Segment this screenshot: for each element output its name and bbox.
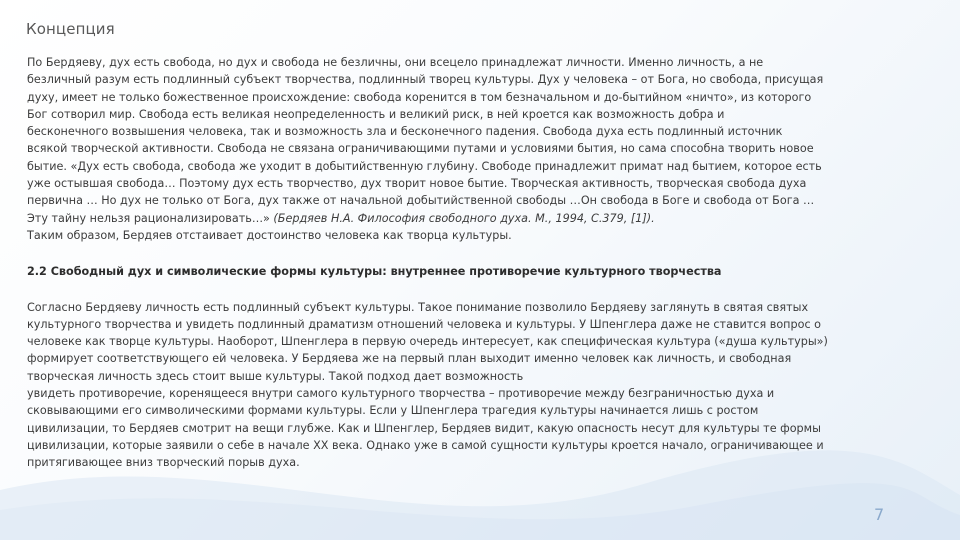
text-line: цивилизации, то Бердяев смотрит на вещи глубже. Как и Шпенглер, Бердяев видит, какую опасность несут для культуры те формы	[27, 421, 821, 435]
text-line: По Бердяеву, дух есть свобода, но дух и свобода не безличны, они всецело принадлежат личности. Именно личность, а не	[27, 56, 764, 69]
text-line: всякой творческой активности. Свобода не связана ограничивающими путами и условиями бытия, но сама способна творить новое	[27, 142, 814, 156]
conclusion-line: Таким образом, Бердяев отстаивает достоинство человека как творца культуры.	[27, 228, 512, 242]
citation: (Бердяев Н.А. Философия свободного духа. М., 1994, С.379, [1]).	[273, 211, 655, 225]
paragraph-berdyaev-freedom	[27, 54, 907, 244]
text-line: безличный разум есть подлинный субъект творчества, подлинный творец культуры. Дух у человека – от Бога, но свобода, присущая	[27, 73, 824, 87]
slide-body	[27, 54, 907, 472]
text-line: притягивающее вниз творческий порыв духа.	[27, 456, 300, 470]
slide-title: Концепция	[26, 20, 115, 38]
page-number: 7	[874, 505, 885, 524]
text-line: творческая личность здесь стоит выше культуры. Такой подход дает возможность	[27, 369, 524, 383]
quote-end-text: Эту тайну нельзя рационализировать…»	[27, 211, 274, 225]
text-line: сковывающими его символическими формами культуры. Если у Шпенглера трагедия культуры начинается лишь с ростом	[27, 404, 759, 418]
text-line: Согласно Бердяеву личность есть подлинный субъект культуры. Такое понимание позволило Бердяеву заглянуть в святая святых	[27, 300, 809, 314]
text-line: человеке как творце культуры. Наоборот, Шпенглера в первую очередь интересует, как специфическая культура («душа культуры»)	[27, 335, 828, 349]
text-line: увидеть противоречие, коренящееся внутри самого культурного творчества – противоречие между безграничностью духа и	[27, 387, 775, 401]
quote-ending-line	[27, 210, 907, 227]
paragraph-personality-culture	[27, 299, 907, 472]
text-line: формирует соответствующего ей человека. У Бердяева же на первый план выходит именно человек как личность, и свободная	[27, 352, 792, 366]
text-line: цивилизации, которые заявили о себе в начале XX века. Однако уже в самой сущности культуры кроется начало, ограничивающее и	[27, 438, 824, 452]
text-line: бесконечного возвышения человека, так и возможность зла и бесконечного падения. Свобода духа есть подлинный источник	[27, 125, 783, 139]
text-line: духу, имеет не только божественное происхождение: свобода коренится в том безначальном и до-бытийном «ничто», из которого	[27, 90, 812, 104]
text-line: уже остывшая свобода… Поэтому дух есть творчество, дух творит новое бытие. Творческая активность, творческая свобода духа	[27, 177, 807, 191]
spacer	[27, 281, 907, 299]
text-line: Бог сотворил мир. Свобода есть великая неопределенность и великий риск, в ней кроется как возможность добра и	[27, 107, 725, 121]
text-line: первична … Но дух не только от Бога, дух также от начальной добытийственной свободы …Он свобода в Боге и свобода от Бога …	[27, 194, 815, 208]
section-heading: 2.2 Свободный дух и символические формы культуры: внутреннее противоречие культурного творчества	[27, 265, 722, 279]
text-line: бытие. «Дух есть свобода, свобода же уходит в добытийственную глубину. Свободе принадлежит примат над бытием, которое есть	[27, 159, 822, 173]
text-line: культурного творчества и увидеть подлинный драматизм отношений человека и культуры. У Шпенглера даже не ставится вопрос о	[27, 317, 821, 331]
